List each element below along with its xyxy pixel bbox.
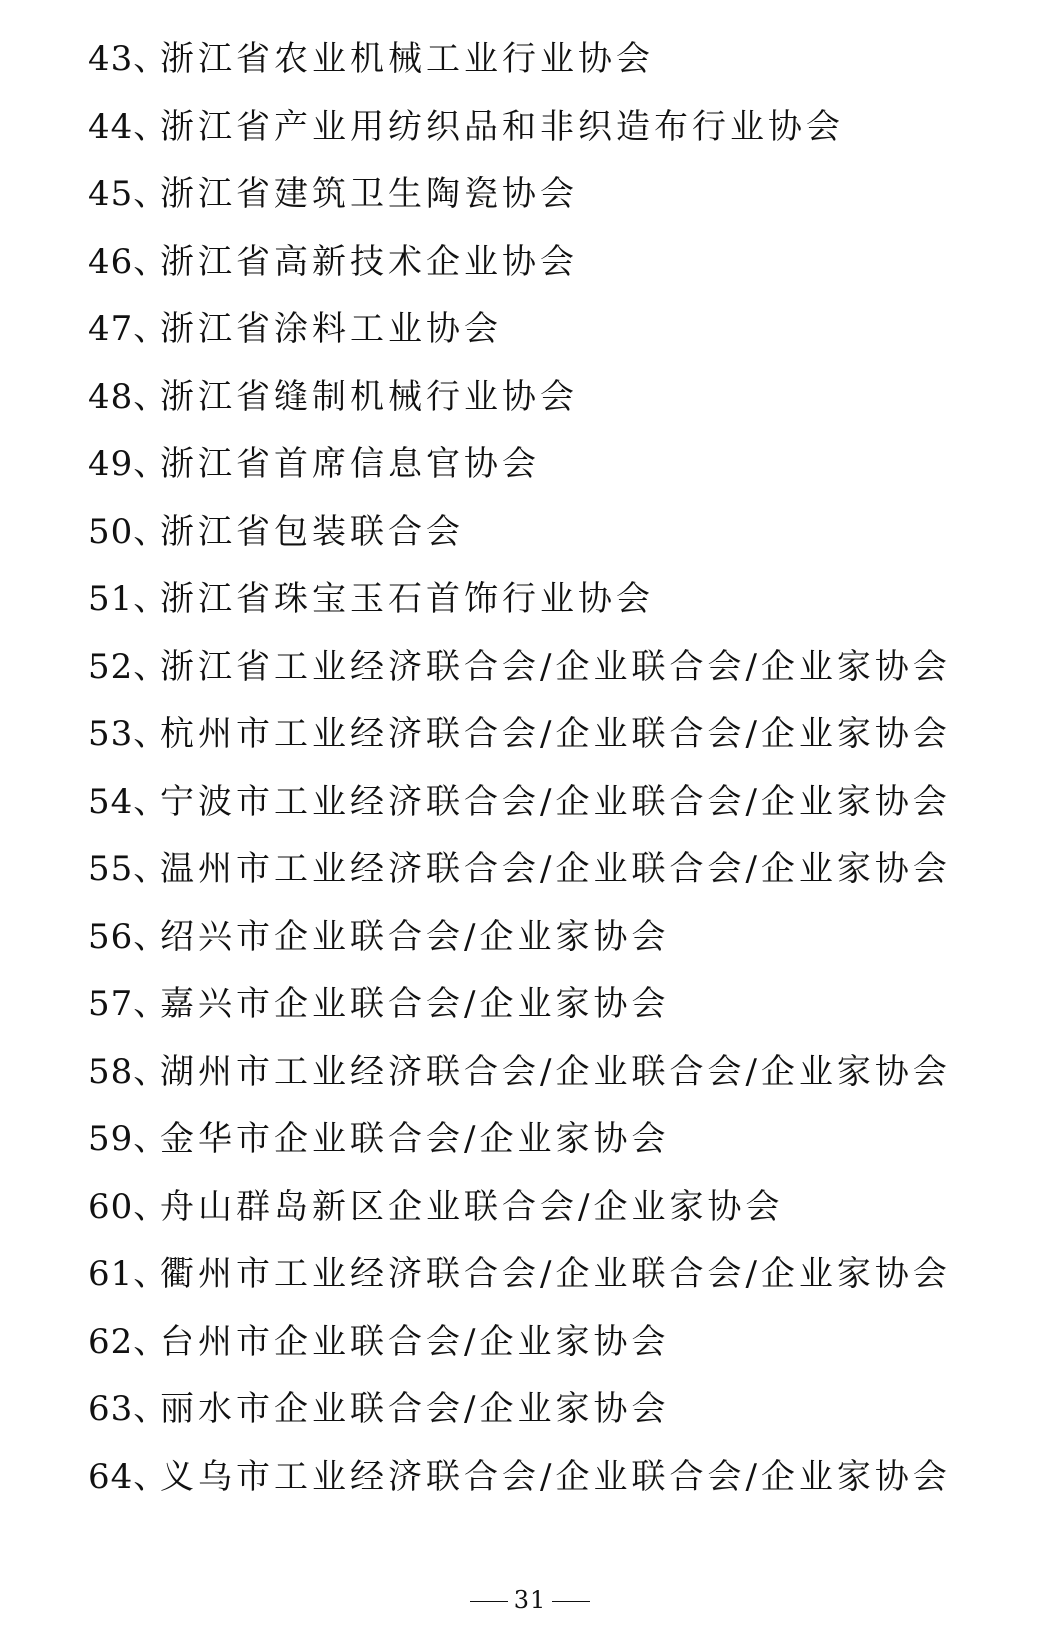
list-item [88, 1174, 951, 1242]
footer-dash-left [470, 1601, 508, 1602]
item-name: 浙江省农业机械工业行业协会 [160, 39, 654, 79]
item-name: 浙江省产业用纺织品和非织造布行业协会 [160, 106, 844, 147]
list-item [88, 1444, 951, 1512]
list-item [88, 1309, 951, 1377]
item-name: 浙江省涂料工业协会 [160, 309, 502, 349]
list-item [88, 971, 951, 1039]
item-number: 54、 [88, 781, 169, 822]
item-number: 61、 [88, 1254, 169, 1294]
list-item [88, 1376, 951, 1444]
item-number: 45、 [88, 174, 169, 214]
item-name: 舟山群岛新区企业联合会/企业家协会 [160, 1186, 784, 1227]
item-number: 50、 [88, 511, 169, 552]
item-number: 52、 [88, 646, 169, 687]
list-item [88, 296, 951, 364]
list-item [88, 364, 951, 432]
list-item [88, 26, 951, 94]
list-item [88, 431, 951, 499]
item-name: 浙江省高新技术企业协会 [160, 241, 578, 282]
list-item [88, 904, 951, 972]
item-name: 湖州市工业经济联合会/企业联合会/企业家协会 [160, 1051, 951, 1092]
item-name: 浙江省建筑卫生陶瓷协会 [160, 174, 578, 214]
item-name: 温州市工业经济联合会/企业联合会/企业家协会 [160, 849, 951, 889]
item-name: 浙江省工业经济联合会/企业联合会/企业家协会 [160, 646, 951, 687]
list-item [88, 1241, 951, 1309]
item-number: 43、 [88, 39, 169, 79]
list-item [88, 1039, 951, 1107]
item-name: 浙江省珠宝玉石首饰行业协会 [160, 579, 654, 619]
item-number: 55、 [88, 849, 169, 889]
list-item [88, 701, 951, 769]
list-item [88, 634, 951, 702]
item-number: 58、 [88, 1051, 169, 1092]
item-number: 60、 [88, 1186, 169, 1227]
footer-dash-right [552, 1601, 590, 1602]
item-number: 63、 [88, 1389, 169, 1429]
list-item [88, 499, 951, 567]
item-number: 44、 [88, 106, 169, 147]
item-number: 56、 [88, 916, 169, 957]
list-item [88, 836, 951, 904]
item-name: 义乌市工业经济联合会/企业联合会/企业家协会 [160, 1456, 951, 1497]
item-name: 台州市企业联合会/企业家协会 [160, 1321, 670, 1362]
item-number: 57、 [88, 984, 169, 1024]
item-name: 杭州市工业经济联合会/企业联合会/企业家协会 [160, 714, 951, 754]
item-number: 62、 [88, 1321, 169, 1362]
item-name: 嘉兴市企业联合会/企业家协会 [160, 984, 670, 1024]
page-number: 31 [513, 1586, 547, 1614]
list-item [88, 566, 951, 634]
item-number: 46、 [88, 241, 169, 282]
item-name: 衢州市工业经济联合会/企业联合会/企业家协会 [160, 1254, 951, 1294]
item-name: 宁波市工业经济联合会/企业联合会/企业家协会 [160, 781, 951, 822]
item-name: 浙江省首席信息官协会 [160, 444, 540, 484]
item-number: 49、 [88, 444, 169, 484]
item-name: 金华市企业联合会/企业家协会 [160, 1119, 670, 1159]
item-number: 59、 [88, 1119, 169, 1159]
item-number: 51、 [88, 579, 169, 619]
list-item [88, 769, 951, 837]
list-item [88, 94, 951, 162]
item-name: 丽水市企业联合会/企业家协会 [160, 1389, 670, 1429]
association-list [88, 26, 951, 1511]
list-item [88, 1106, 951, 1174]
list-item [88, 229, 951, 297]
item-number: 47、 [88, 309, 169, 349]
item-number: 48、 [88, 376, 169, 417]
item-name: 浙江省包装联合会 [160, 511, 464, 552]
item-number: 64、 [88, 1456, 169, 1497]
list-item [88, 161, 951, 229]
page-footer [0, 1586, 1060, 1614]
item-name: 绍兴市企业联合会/企业家协会 [160, 916, 670, 957]
item-name: 浙江省缝制机械行业协会 [160, 376, 578, 417]
item-number: 53、 [88, 714, 169, 754]
